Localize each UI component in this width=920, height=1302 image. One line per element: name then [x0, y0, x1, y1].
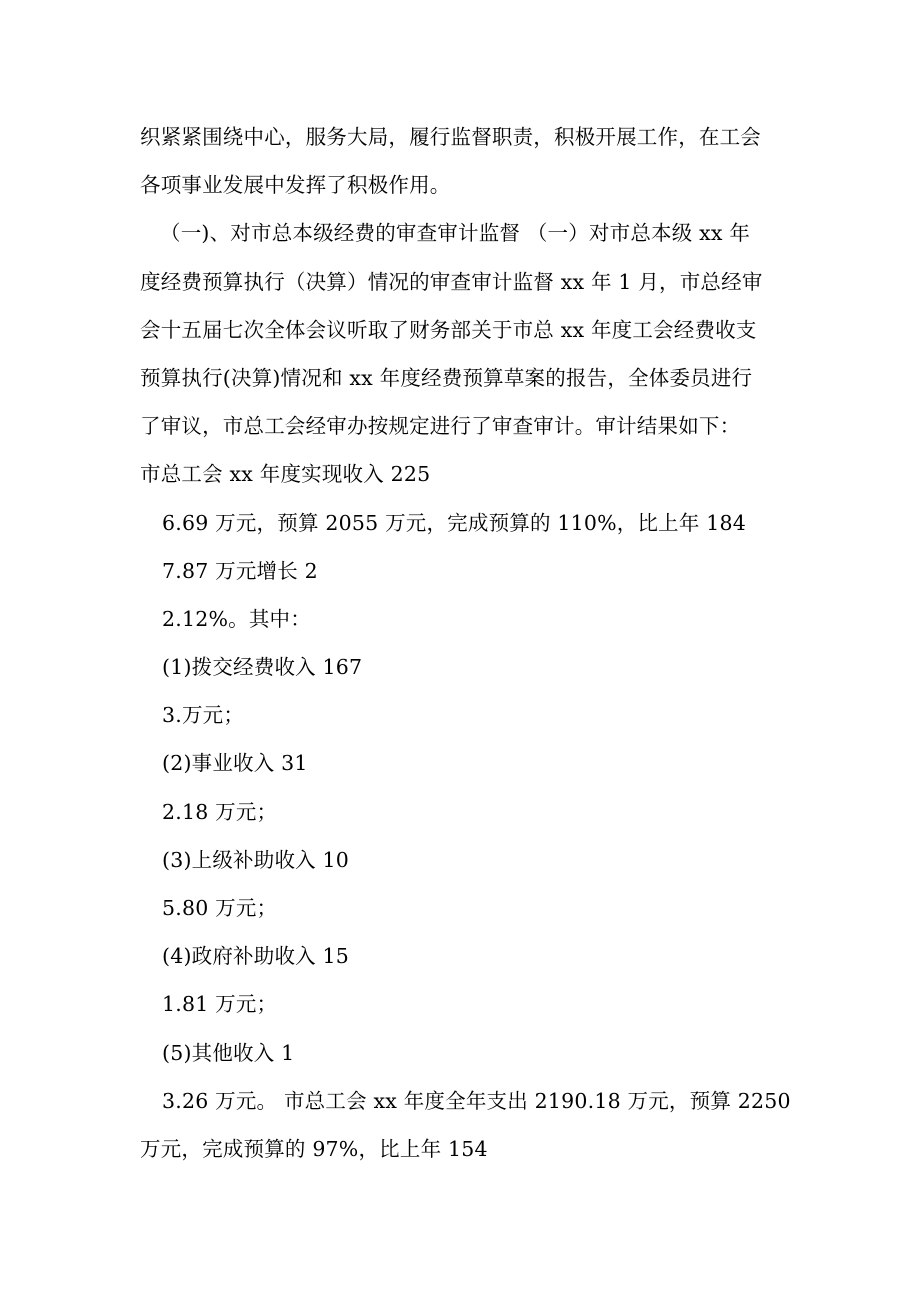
- paragraph-line: 3.26 万元。 市总工会 xx 年度全年支出 2190.18 万元，预算 2250: [162, 1088, 791, 1113]
- paragraph-line: (1)拨交经费收入 167: [162, 655, 363, 680]
- paragraph-line: 6.69 万元，预算 2055 万元，完成预算的 110%，比上年 184: [162, 510, 747, 535]
- paragraph-line: 5.80 万元；: [162, 896, 278, 920]
- paragraph-line: 织紧紧围绕中心，服务大局，履行监督职责，积极开展工作，在工会: [140, 125, 761, 149]
- paragraph-line: (4)政府补助收入 15: [162, 944, 350, 969]
- paragraph-line: 3.万元；: [162, 703, 245, 728]
- paragraph-line: 各项事业发展中发挥了积极作用。: [140, 173, 451, 198]
- paragraph-line: 万元，完成预算的 97%，比上年 154: [140, 1136, 488, 1161]
- paragraph-line: 会十五届七次全体会议听取了财务部关于市总 xx 年度工会经费收支: [140, 317, 757, 342]
- paragraph-line: (5)其他收入 1: [162, 1040, 295, 1065]
- paragraph-line: 7.87 万元增长 2: [162, 558, 318, 583]
- paragraph-line: 1.81 万元；: [162, 992, 278, 1017]
- paragraph-line: 度经费预算执行（决算）情况的审查审计监督 xx 年 1 月，市总经审: [140, 269, 763, 294]
- paragraph-line: （一)、对市总本级经费的审查审计监督 （一）对市总本级 xx 年: [160, 221, 751, 246]
- document-body: [140, 113, 790, 1173]
- paragraph-line: (2)事业收入 31: [162, 751, 308, 776]
- paragraph-line: 了审议，市总工会经审办按规定进行了审查审计。审计结果如下：: [140, 414, 741, 439]
- paragraph-line: (3)上级补助收入 10: [162, 847, 350, 872]
- paragraph-line: 市总工会 xx 年度实现收入 225: [140, 462, 431, 487]
- paragraph-line: 预算执行(决算)情况和 xx 年度经费预算草案的报告，全体委员进行: [140, 365, 753, 390]
- paragraph-line: 2.12%。其中：: [162, 606, 311, 631]
- paragraph-line: 2.18 万元；: [162, 799, 278, 824]
